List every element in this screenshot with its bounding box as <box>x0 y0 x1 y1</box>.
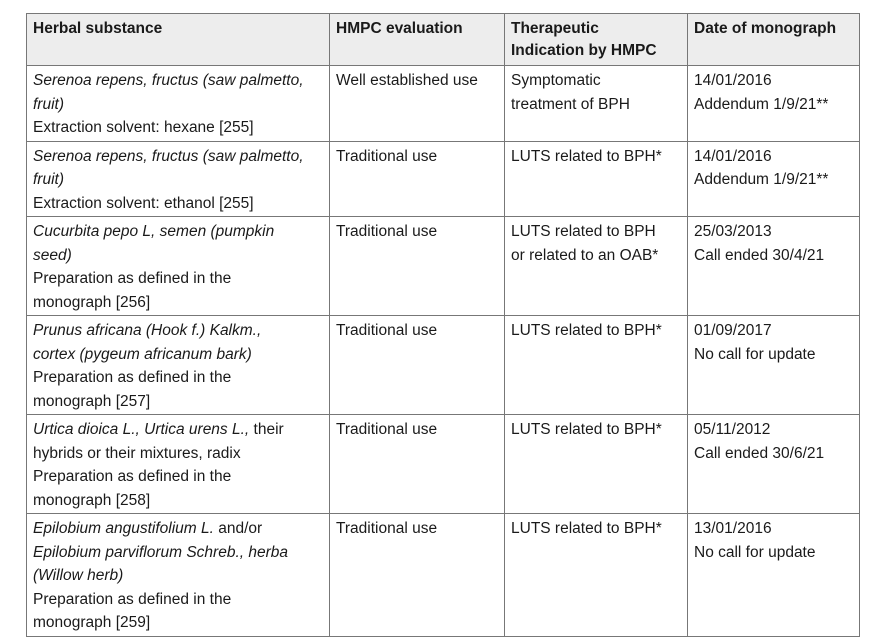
herbal-monograph-table <box>26 13 860 637</box>
header-therapeutic-indication: Therapeutic Indication by HMPC <box>505 14 688 66</box>
table-row <box>27 66 860 142</box>
therapeutic-indication-cell: LUTS related to BPH* <box>505 316 688 415</box>
hmpc-evaluation-cell: Traditional use <box>330 141 505 217</box>
herbal-substance-cell: Serenoa repens, fructus (saw palmetto, fruit) Extraction solvent: hexane [255] <box>27 66 330 142</box>
monograph-date-cell: 13/01/2016 No call for update <box>688 514 860 637</box>
header-date-of-monograph: Date of monograph <box>688 14 860 66</box>
table-row <box>27 316 860 415</box>
therapeutic-indication-cell: LUTS related to BPH* <box>505 415 688 514</box>
header-hmpc-evaluation: HMPC evaluation <box>330 14 505 66</box>
hmpc-evaluation-cell: Well established use <box>330 66 505 142</box>
hmpc-evaluation-cell: Traditional use <box>330 514 505 637</box>
therapeutic-indication-cell: LUTS related to BPH* <box>505 141 688 217</box>
monograph-date-cell: 14/01/2016 Addendum 1/9/21** <box>688 66 860 142</box>
herbal-substance-cell: Prunus africana (Hook f.) Kalkm., cortex (pygeum africanum bark) Preparation as defined in the monograph [257] <box>27 316 330 415</box>
herbal-substance-cell: Serenoa repens, fructus (saw palmetto, fruit) Extraction solvent: ethanol [255] <box>27 141 330 217</box>
herbal-substance-cell: Cucurbita pepo L, semen (pumpkin seed) Preparation as defined in the monograph [256] <box>27 217 330 316</box>
header-row <box>27 14 860 66</box>
table-row <box>27 141 860 217</box>
herbal-substance-cell: Epilobium angustifolium L. and/or Epilobium parviflorum Schreb., herba (Willow herb) Preparation as defined in the monograph [259] <box>27 514 330 637</box>
hmpc-evaluation-cell: Traditional use <box>330 217 505 316</box>
table-row <box>27 514 860 637</box>
monograph-date-cell: 25/03/2013 Call ended 30/4/21 <box>688 217 860 316</box>
hmpc-evaluation-cell: Traditional use <box>330 316 505 415</box>
table-row <box>27 217 860 316</box>
hmpc-evaluation-cell: Traditional use <box>330 415 505 514</box>
header-herbal-substance: Herbal substance <box>27 14 330 66</box>
monograph-date-cell: 05/11/2012 Call ended 30/6/21 <box>688 415 860 514</box>
therapeutic-indication-cell: Symptomatic treatment of BPH <box>505 66 688 142</box>
monograph-date-cell: 14/01/2016 Addendum 1/9/21** <box>688 141 860 217</box>
therapeutic-indication-cell: LUTS related to BPH* <box>505 514 688 637</box>
herbal-substance-cell: Urtica dioica L., Urtica urens L., their hybrids or their mixtures, radix Preparation as defined in the monograph [258] <box>27 415 330 514</box>
monograph-date-cell: 01/09/2017 No call for update <box>688 316 860 415</box>
therapeutic-indication-cell: LUTS related to BPH or related to an OAB* <box>505 217 688 316</box>
table-row <box>27 415 860 514</box>
